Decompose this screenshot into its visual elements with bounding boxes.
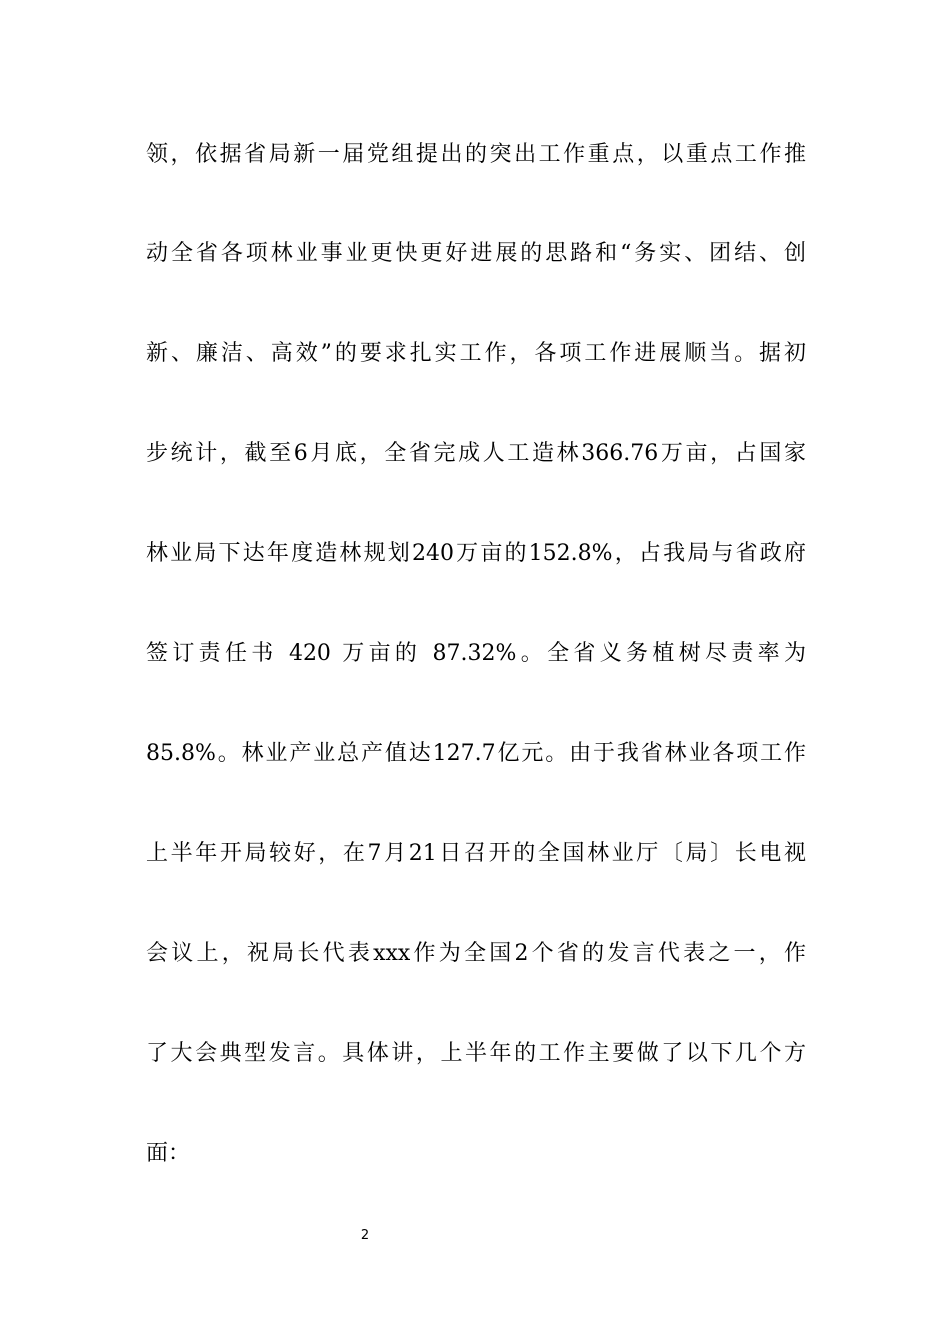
body-text-line-8: 上半年开局较好，在7月21日召开的全国林业厅〔局〕长电视 [146,841,806,866]
body-text-line-7: 85.8%。林业产业总产值达127.7亿元。由于我省林业各项工作 [146,741,806,766]
body-text-line-9: 会议上，祝局长代表xxx作为全国2个省的发言代表之一，作 [146,941,806,966]
page-number: 2 [360,1228,370,1243]
body-text-line-1: 领，依据省局新一届党组提出的突出工作重点，以重点工作推 [146,142,806,167]
body-text-line-11: 面： [146,1141,191,1166]
body-text-line-6: 签订责任书 420 万亩的 87.32%。全省义务植树尽责率为 [146,641,806,666]
body-text-line-3: 新、廉洁、高效”的要求扎实工作，各项工作进展顺当。据初 [146,341,806,366]
body-text-line-4: 步统计，截至6月底，全省完成人工造林366.76万亩，占国家 [146,441,806,466]
body-text-line-2: 动全省各项林业事业更快更好进展的思路和“务实、团结、创 [146,241,806,266]
body-text-line-10: 了大会典型发言。具体讲，上半年的工作主要做了以下几个方 [146,1041,806,1066]
body-text-line-5: 林业局下达年度造林规划240万亩的152.8%，占我局与省政府 [146,541,806,566]
